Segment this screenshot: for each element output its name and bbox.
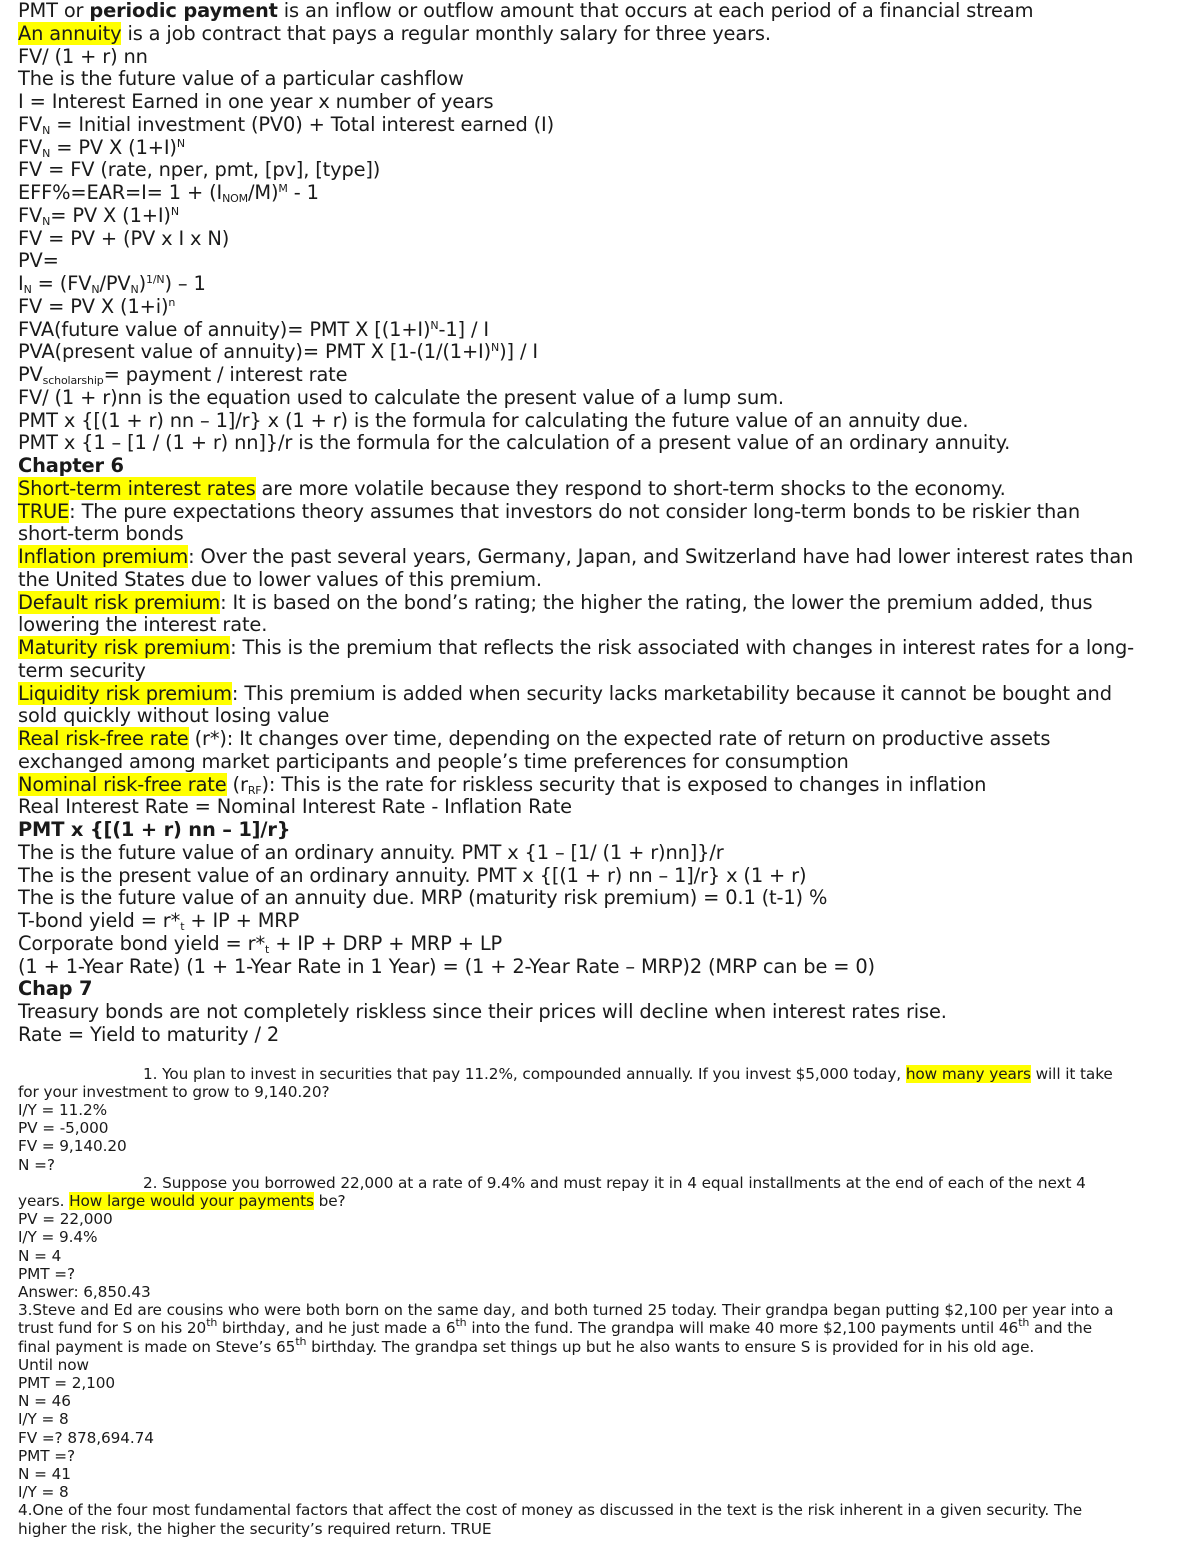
formula-line: PV= [18, 249, 59, 273]
problem-line: N = 4 [18, 1246, 62, 1265]
problem-2: 2. Suppose you borrowed 22,000 at a rate of 9.4% and must repay it in 4 equal installments at the end of each of the next 4 [143, 1173, 1086, 1192]
highlight: Real risk-free rate [18, 727, 189, 750]
formula-line: FVA(future value of annuity)= PMT X $[(1+I)^N-1] / I$ [18, 317, 489, 341]
highlight: Maturity risk premium [18, 636, 231, 659]
text-line: the United States due to lower values of this premium. [18, 567, 542, 591]
problem-1: 1. You plan to invest in securities that pay 11.2%, compounded annually. If you invest $5,000 today, how many years will it take [143, 1064, 1113, 1083]
problem-line: Until now [18, 1355, 89, 1374]
formula-line: (1 + 1-Year Rate) (1 + 1-Year Rate in 1 Year) = (1 + 2-Year Rate – MRP)2 (MRP can be = 0) [18, 954, 875, 978]
definition-nominal-risk-free: Nominal risk-free rate $(r_{RF})$: This is the rate for riskless security that is exposed to changes in inflation [18, 772, 987, 797]
problem-4: 4.One of the four most fundamental factors that affect the cost of money as discussed in the text is the risk inherent in a given security. The [18, 1501, 1083, 1520]
highlight: Default risk premium [18, 590, 221, 614]
formula-line: $I_N = (FV_N/PV_N)^{1/N}) - 1$ [18, 272, 206, 296]
text-line: sold quickly without losing value [18, 704, 330, 728]
formula-bold: PMT x {[(1 + r) nn – 1]/r} [18, 818, 291, 841]
problem-line: final payment is made on Steve’s 65th birthday. The grandpa set things up but he also wants to ensure S is provided for in his old age. [18, 1334, 1035, 1356]
text-line: The is the future value of a particular cashflow [18, 67, 464, 91]
problem-line: I/Y = 11.2% [18, 1100, 108, 1119]
formula-line: $FV_N$ = PV X $(1+I)^N$ [18, 135, 185, 160]
formula-line: PVA(present value of annuity)= PMT X $[1-(1/(1+I)^N)] / I$ [18, 340, 538, 364]
text-line: The is the present value of an ordinary annuity. PMT x {[(1 + r) nn – 1]/r} x (1 + r) [18, 863, 807, 887]
text-line: FV/ (1 + r)nn is the equation used to calculate the present value of a lump sum. [18, 385, 784, 409]
problem-line: I/Y = 9.4% [18, 1228, 98, 1247]
definition-short-term: Short-term interest rates are more volatile because they respond to short-term shocks to the economy. [18, 476, 1006, 500]
problem-line: FV = 9,140.20 [18, 1137, 127, 1156]
definition-default-risk: Default risk premium: It is based on the bond’s rating; the higher the rating, the lower the premium added, thus [18, 590, 1093, 614]
chapter-6-heading: Chapter 6 [18, 454, 124, 477]
text-line: PMT x {[(1 + r) nn – 1]/r} x (1 + r) is the formula for calculating the future value of an annuity due. [18, 408, 969, 432]
highlight: Short-term interest rates [18, 476, 256, 500]
text-line: lowering the interest rate. [18, 613, 268, 637]
text-line: exchanged among market participants and people’s time preferences for consumption [18, 749, 849, 773]
problem-line: N = 41 [18, 1464, 71, 1483]
problem-line: PMT =? [18, 1264, 75, 1283]
highlight: Liquidity risk premium [18, 681, 232, 705]
formula-line: FV = PV + (PV x I x N) [18, 226, 230, 250]
problem-line: N = 46 [18, 1392, 71, 1411]
formula-line: $FV_N=$ PV X $(1+I)^N$ [18, 203, 179, 228]
problem-line: I/Y = 8 [18, 1410, 69, 1429]
problem-line: for your investment to grow to 9,140.20? [18, 1082, 330, 1101]
text-line: The is the future value of an ordinary annuity. PMT x {1 – [1/ (1 + r)nn]}/r [18, 840, 724, 864]
definition-inflation: Inflation premium: Over the past several years, Germany, Japan, and Switzerland have had lower interest rates than [18, 545, 1134, 568]
spacer [18, 1047, 1178, 1065]
highlight: TRUE [18, 499, 70, 523]
problem-line: PV = -5,000 [18, 1119, 109, 1138]
text-line: The is the future value of an annuity due. MRP (maturity risk premium) = 0.1 (t-1) % [18, 886, 828, 910]
text-line: short-term bonds [18, 522, 184, 546]
formula-line: T-bond yield = $r*_t$ + IP + MRP [18, 909, 300, 933]
problem-3: 3.Steve and Ed are cousins who were both born on the same day, and both turned 25 today. Their grandpa began putting $2,100 per year into a [18, 1301, 1114, 1320]
problem-line: PV = 22,000 [18, 1210, 113, 1229]
text-line: term security [18, 658, 146, 682]
formula-line: Rate = Yield to maturity / 2 [18, 1022, 280, 1046]
definition-real-risk-free: Real risk-free rate (r*): It changes over time, depending on the expected rate of return on productive assets [18, 727, 1051, 750]
problem-line: I/Y = 8 [18, 1483, 69, 1502]
formula-line: Real Interest Rate = Nominal Interest Rate - Inflation Rate [18, 795, 572, 819]
formula-line: I = Interest Earned in one year x number of years [18, 90, 494, 113]
problem-line: PMT = 2,100 [18, 1373, 116, 1392]
formula-line: $FV_N$ = Initial investment (PV0) + Total interest earned (I) [18, 112, 555, 137]
problem-answer: Answer: 6,850.43 [18, 1282, 151, 1301]
definition-true: TRUE: The pure expectations theory assumes that investors do not consider long-term bonds to be riskier than [18, 499, 1081, 523]
definition-pmt: PMT or periodic payment is an inflow or outflow amount that occurs at each period of a financial stream [18, 0, 1034, 22]
highlight: How large would your payments [69, 1191, 314, 1210]
formula-line: $PV_{scholarship}=$ payment / interest rate [18, 363, 348, 387]
highlight: Nominal risk-free rate [18, 772, 227, 796]
chapter-7-heading: Chap 7 [18, 977, 93, 1001]
formula-line: FV = FV (rate, nper, pmt, [pv], [type]) [18, 158, 381, 182]
problem-line: trust fund for S on his 20th birthday, and he just made a 6th into the fund. The grandpa will make 40 more $2,100 payments until 46th and the [18, 1316, 1093, 1338]
highlight: An annuity [18, 21, 122, 45]
problem-line: PMT =? [18, 1446, 75, 1465]
problem-line: higher the risk, the higher the security’s required return. TRUE [18, 1519, 492, 1538]
problem-line: N =? [18, 1155, 55, 1174]
formula-line: FV = PV X $(1+i)^n$ [18, 294, 176, 318]
highlight: how many years [905, 1064, 1031, 1083]
problem-line: FV =? 878,694.74 [18, 1428, 154, 1447]
definition-annuity: An annuity is a job contract that pays a regular monthly salary for three years. [18, 21, 771, 45]
formula-line: FV/ (1 + r) nn [18, 44, 148, 68]
text-line: Treasury bonds are not completely riskless since their prices will decline when interest rates rise. [18, 1000, 947, 1023]
formula-line: $EFF\%=EAR=I= 1 + (I_{NOM}/M)^M - 1$ [18, 181, 319, 205]
highlight: Inflation premium [18, 545, 189, 568]
problem-line: years. How large would your payments be? [18, 1191, 346, 1210]
definition-liquidity-risk: Liquidity risk premium: This premium is added when security lacks marketability because it cannot be bought and [18, 681, 1112, 705]
definition-maturity-risk: Maturity risk premium: This is the premium that reflects the risk associated with changes in interest rates for a long- [18, 636, 1135, 659]
text-line: PMT x {1 – [1 / (1 + r) nn]}/r is the formula for the calculation of a present value of an ordinary annuity. [18, 431, 1011, 455]
formula-line: Corporate bond yield = $r*_t$ + IP + DRP + MRP + LP [18, 931, 503, 956]
document-page [18, 0, 1178, 1538]
